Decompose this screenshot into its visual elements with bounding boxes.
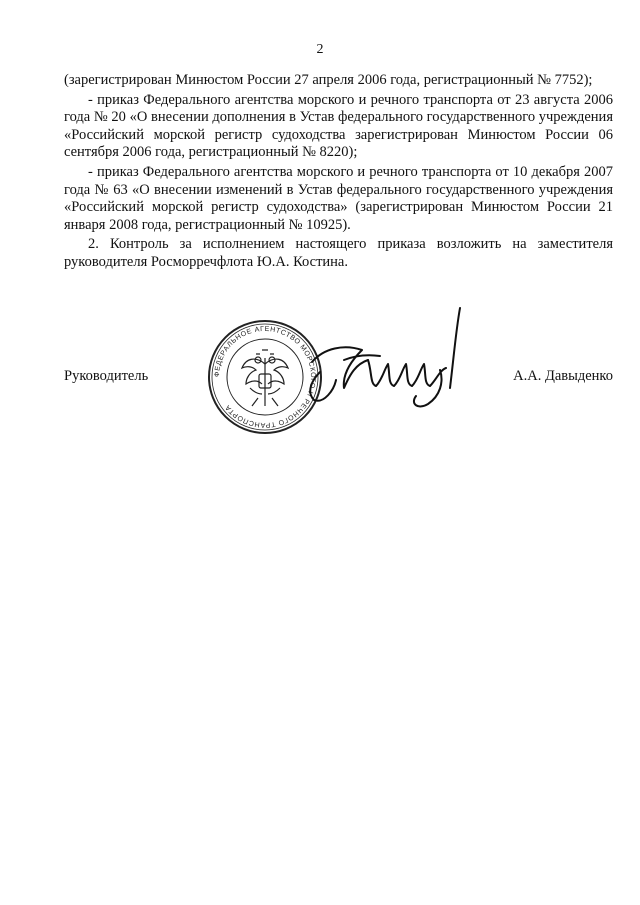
document-body [64,72,613,274]
paragraph-control-clause: 2. Контроль за исполнением настоящего приказа возложить на заместителя руководителя Росморречфлота Ю.А. Костина. [64,236,613,270]
signature-block [64,368,613,388]
paragraph-order-20: - приказ Федерального агентства морского и речного транспорта от 23 августа 2006 года № 20 «О внесении дополнения в Устав федерального государственного учреждения «Российский морской регистр судоходства зарегистрирован Минюстом России 06 сентября 2006 года, регистрационный № 8220); [64,91,613,161]
paragraph-order-63: - приказ Федерального агентства морского и речного транспорта от 10 декабря 2007 года № 63 «О внесении изменений в Устав федерального государственного учреждения «Российский морской регистр судоходства» (зарегистрирован Минюстом России 21 января 2008 года, регистрационный № 10925). [64,163,613,233]
seal-ring-text: ФЕДЕРАЛЬНОЕ АГЕНТСТВО МОРСКОГО И РЕЧНОГО ТРАНСПОРТА [213,325,317,429]
signer-position: Руководитель [64,368,149,384]
page-number: 2 [316,42,324,57]
paragraph-registration-7752: (зарегистрирован Минюстом России 27 апреля 2006 года, регистрационный № 7752); [64,72,593,88]
handwritten-signature [284,300,474,420]
signer-name: А.А. Давыденко [513,368,613,384]
